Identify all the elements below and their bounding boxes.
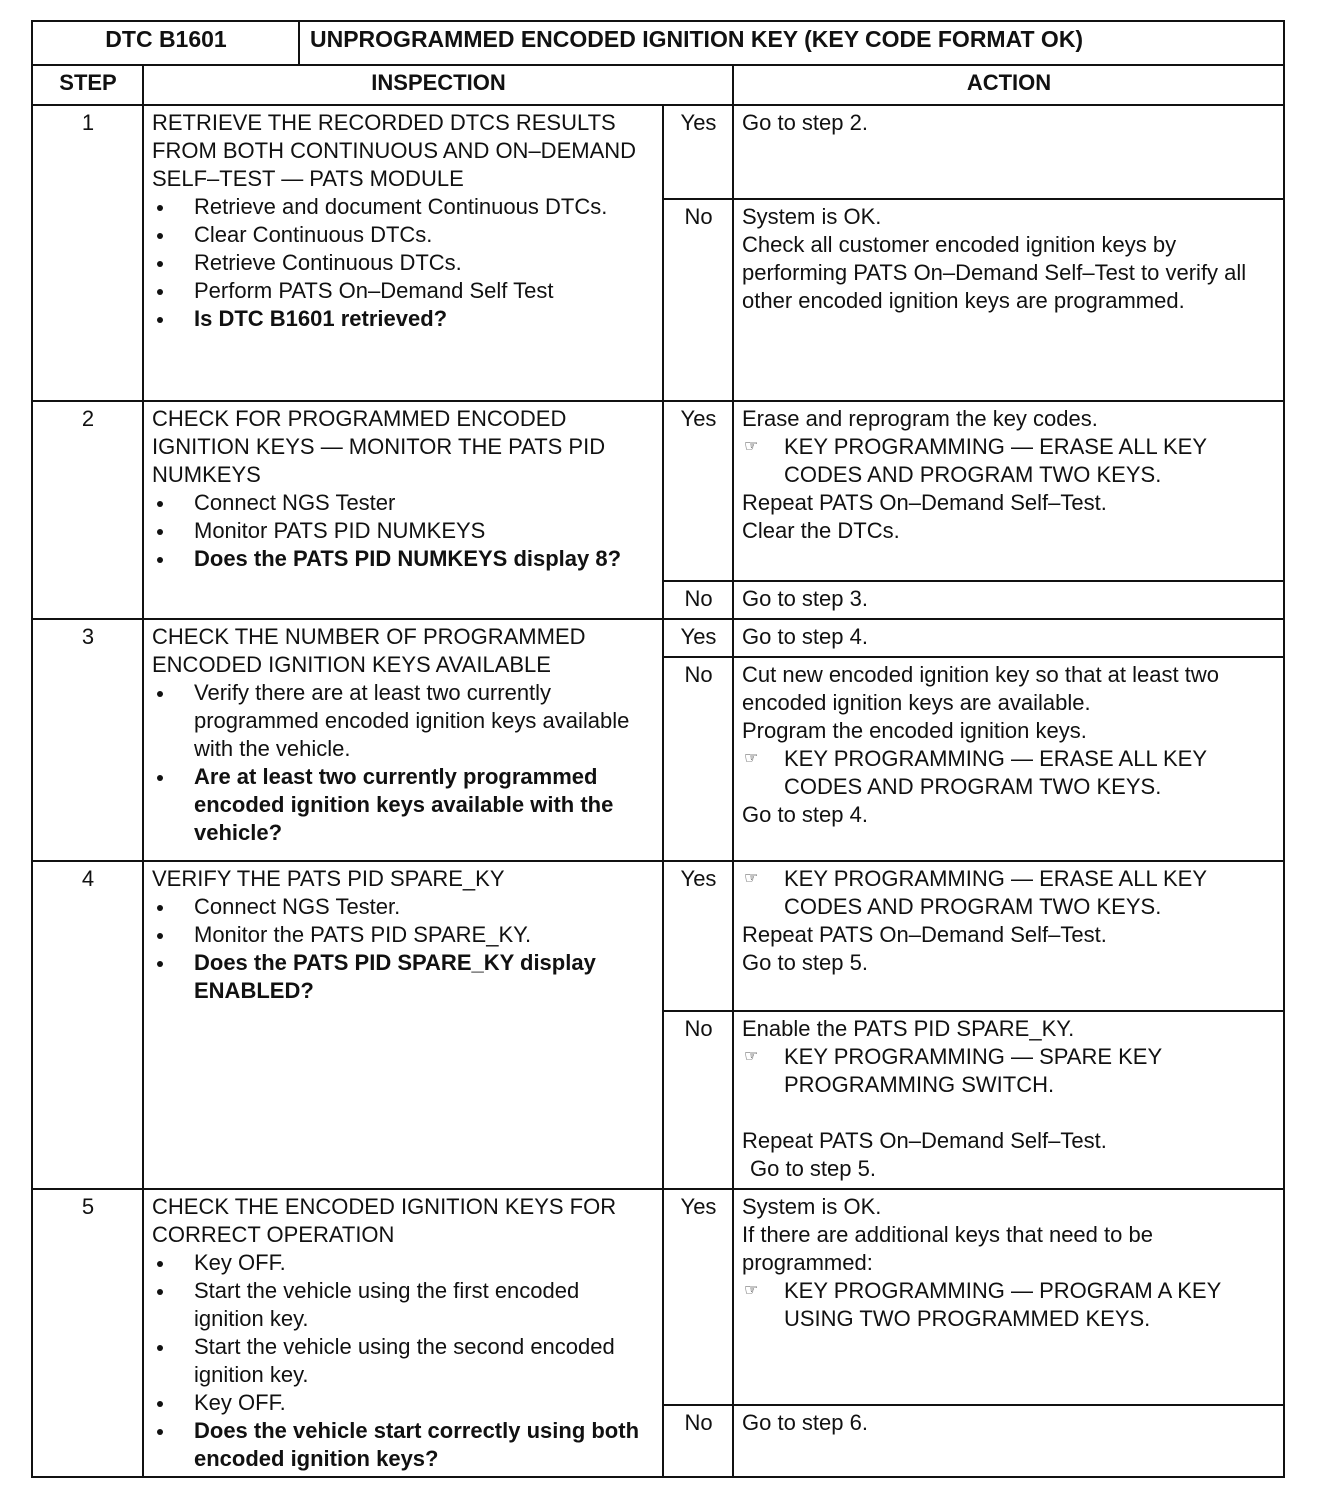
bullet-item: Key OFF. (152, 1389, 655, 1417)
dtc-title: UNPROGRAMMED ENCODED IGNITION KEY (KEY CODE FORMAT OK) (299, 21, 1284, 65)
action-line: Clear the DTCs. (742, 518, 900, 543)
yes-label: Yes (663, 861, 733, 1011)
inspection-title: RETRIEVE THE RECORDED DTCS RESULTS FROM BOTH CONTINUOUS AND ON–DEMAND SELF–TEST — PATS MODULE (152, 110, 637, 191)
bullet-item: Connect NGS Tester. (152, 893, 655, 921)
pointing-hand-reference-icon: ☞ (744, 1282, 759, 1299)
yes-label: Yes (663, 1189, 733, 1405)
reference-line (742, 433, 1276, 489)
step-5-yes-row (32, 1189, 1284, 1405)
bullet-question: Does the PATS PID SPARE_KY display ENABLED? (152, 949, 655, 1005)
bullet-item: Key OFF. (152, 1249, 655, 1277)
action-line: Enable the PATS PID SPARE_KY. (742, 1016, 1075, 1041)
step-5-inspection (143, 1189, 663, 1477)
yes-action (733, 619, 1284, 657)
action-line: Program the encoded ignition keys. (742, 718, 1087, 743)
bullet-item: Verify there are at least two currently programmed encoded ignition keys available with the vehicle. (152, 679, 655, 763)
reference-text: KEY PROGRAMMING — PROGRAM A KEY USING TWO PROGRAMMED KEYS. (784, 1278, 1221, 1331)
inspection-title: CHECK THE NUMBER OF PROGRAMMED ENCODED IGNITION KEYS AVAILABLE (152, 624, 586, 677)
no-label: No (663, 581, 733, 619)
step-2-inspection (143, 401, 663, 619)
no-label: No (663, 657, 733, 861)
action-line: Go to step 6. (742, 1410, 868, 1435)
action-line: Check all customer encoded ignition keys by performing PATS On–Demand Self–Test to verify all other encoded ignition keys are programmed. (742, 232, 1247, 313)
bullet-item: Perform PATS On–Demand Self Test (152, 277, 655, 305)
bullet-item: Retrieve and document Continuous DTCs. (152, 193, 655, 221)
step-column-header: STEP (32, 65, 143, 105)
pointing-hand-reference-icon: ☞ (744, 750, 759, 767)
reference-line (742, 1043, 1276, 1099)
step-number: 2 (32, 401, 143, 619)
no-label: No (663, 199, 733, 401)
pointing-hand-reference-icon: ☞ (744, 438, 759, 455)
action-line: Repeat PATS On–Demand Self–Test. (742, 922, 1107, 947)
reference-text: KEY PROGRAMMING — ERASE ALL KEY CODES AND PROGRAM TWO KEYS. (784, 434, 1207, 487)
bullet-item: Monitor the PATS PID SPARE_KY. (152, 921, 655, 949)
step-number: 1 (32, 105, 143, 401)
pointing-hand-reference-icon: ☞ (744, 1048, 759, 1065)
inspection-column-header: INSPECTION (143, 65, 733, 105)
no-label: No (663, 1011, 733, 1189)
inspection-bullets (152, 193, 655, 333)
step-1-yes-row (32, 105, 1284, 199)
step-3-yes-row (32, 619, 1284, 657)
step-number: 3 (32, 619, 143, 861)
dtc-diagnostic-table (31, 20, 1285, 1478)
step-number: 4 (32, 861, 143, 1189)
inspection-bullets (152, 489, 655, 573)
spacer (742, 1099, 1276, 1127)
step-4-inspection (143, 861, 663, 1189)
reference-line (742, 1277, 1276, 1333)
no-action (733, 581, 1284, 619)
reference-line (742, 745, 1276, 801)
action-line: Erase and reprogram the key codes. (742, 406, 1098, 431)
yes-action (733, 861, 1284, 1011)
reference-line (742, 865, 1276, 921)
no-action (733, 657, 1284, 861)
yes-action (733, 105, 1284, 199)
column-header-row (32, 65, 1284, 105)
yes-label: Yes (663, 619, 733, 657)
reference-text: KEY PROGRAMMING — ERASE ALL KEY CODES AND PROGRAM TWO KEYS. (784, 866, 1207, 919)
inspection-bullets (152, 1249, 655, 1473)
bullet-item: Start the vehicle using the first encoded ignition key. (152, 1277, 655, 1333)
inspection-title: CHECK THE ENCODED IGNITION KEYS FOR CORRECT OPERATION (152, 1194, 617, 1247)
inspection-title: VERIFY THE PATS PID SPARE_KY (152, 866, 505, 891)
yes-action (733, 1189, 1284, 1405)
reference-text: KEY PROGRAMMING — ERASE ALL KEY CODES AND PROGRAM TWO KEYS. (784, 746, 1207, 799)
action-line: Go to step 5. (750, 1156, 876, 1181)
dtc-code: DTC B1601 (32, 21, 299, 65)
yes-action (733, 401, 1284, 581)
reference-text: KEY PROGRAMMING — SPARE KEY PROGRAMMING SWITCH. (784, 1044, 1162, 1097)
action-line: Go to step 5. (742, 950, 868, 975)
bullet-item: Monitor PATS PID NUMKEYS (152, 517, 655, 545)
step-2-yes-row (32, 401, 1284, 581)
bullet-question: Does the vehicle start correctly using both encoded ignition keys? (152, 1417, 655, 1473)
action-line: Repeat PATS On–Demand Self–Test. (742, 1128, 1107, 1153)
action-line: System is OK. (742, 204, 882, 229)
inspection-bullets (152, 679, 655, 847)
bullet-item: Clear Continuous DTCs. (152, 221, 655, 249)
bullet-item: Start the vehicle using the second encoded ignition key. (152, 1333, 655, 1389)
action-line: System is OK. (742, 1194, 882, 1219)
bullet-item: Retrieve Continuous DTCs. (152, 249, 655, 277)
action-line: If there are additional keys that need to be programmed: (742, 1222, 1153, 1275)
action-line: Repeat PATS On–Demand Self–Test. (742, 490, 1107, 515)
inspection-title: CHECK FOR PROGRAMMED ENCODED IGNITION KEYS — MONITOR THE PATS PID NUMKEYS (152, 406, 606, 487)
title-row (32, 21, 1284, 65)
no-action (733, 199, 1284, 401)
pointing-hand-reference-icon: ☞ (744, 870, 759, 887)
no-action (733, 1405, 1284, 1477)
yes-label: Yes (663, 105, 733, 199)
action-line: Go to step 4. (742, 802, 868, 827)
action-column-header: ACTION (733, 65, 1284, 105)
bullet-question: Is DTC B1601 retrieved? (152, 305, 655, 333)
no-label: No (663, 1405, 733, 1477)
action-line: Go to step 4. (742, 624, 868, 649)
inspection-bullets (152, 893, 655, 1005)
action-line: Go to step 2. (742, 110, 868, 135)
bullet-item: Connect NGS Tester (152, 489, 655, 517)
action-line: Go to step 3. (742, 586, 868, 611)
step-number: 5 (32, 1189, 143, 1477)
bullet-question: Are at least two currently programmed encoded ignition keys available with the vehicle? (152, 763, 655, 847)
bullet-question: Does the PATS PID NUMKEYS display 8? (152, 545, 655, 573)
step-3-inspection (143, 619, 663, 861)
action-line: Cut new encoded ignition key so that at least two encoded ignition keys are available. (742, 662, 1219, 715)
no-action (733, 1011, 1284, 1189)
yes-label: Yes (663, 401, 733, 581)
step-1-inspection (143, 105, 663, 401)
step-4-yes-row (32, 861, 1284, 1011)
